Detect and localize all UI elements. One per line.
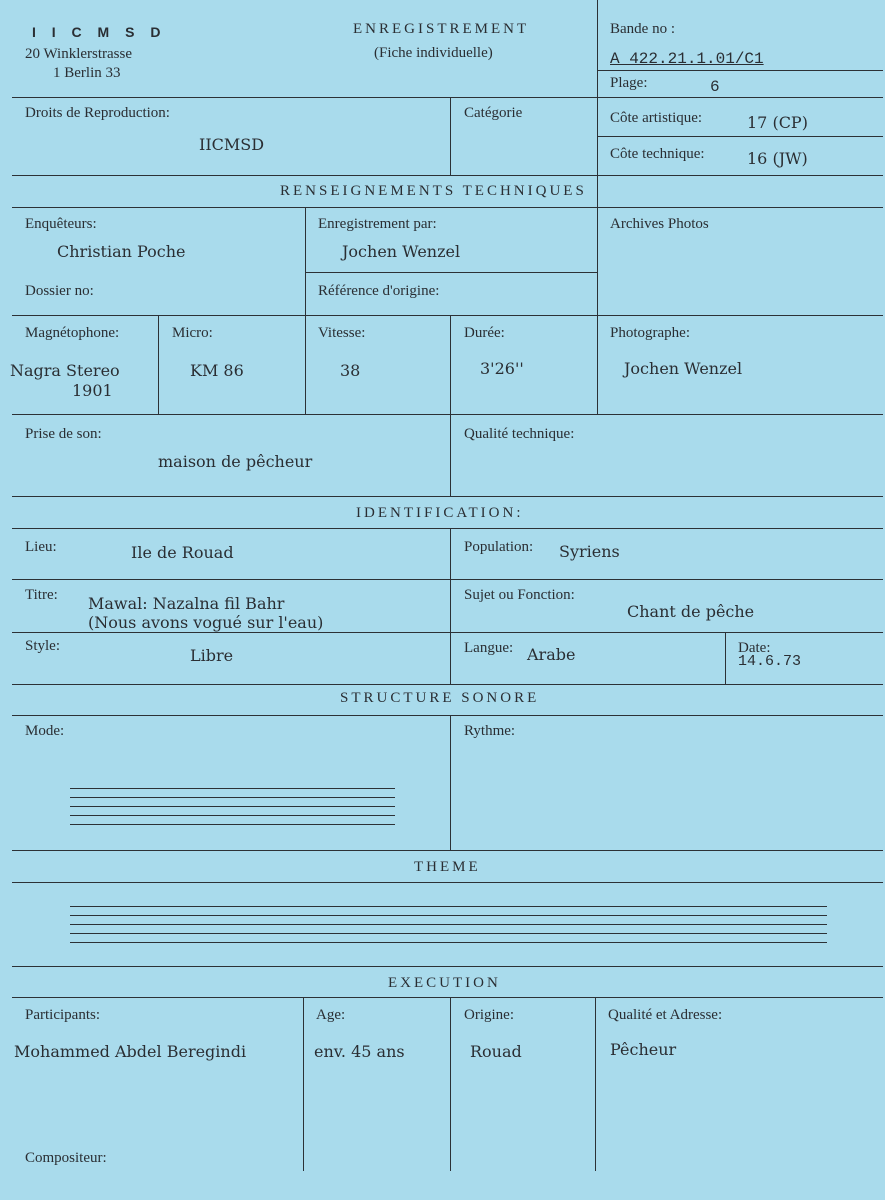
- staff-line: [70, 906, 827, 907]
- origine-label: Origine:: [464, 1007, 514, 1023]
- divider: [597, 207, 598, 414]
- rule: [597, 70, 883, 71]
- compositeur-label: Compositeur:: [25, 1150, 107, 1166]
- population-value: Syriens: [559, 542, 620, 561]
- divider: [450, 315, 451, 496]
- cote-technique-value: 16 (JW): [747, 149, 808, 168]
- staff-line: [70, 942, 827, 943]
- staff-line: [70, 824, 395, 825]
- section-structure: STRUCTURE SONORE: [340, 690, 540, 706]
- org-city: 1 Berlin 33: [53, 65, 121, 81]
- divider: [450, 528, 451, 684]
- rule: [12, 496, 883, 497]
- rule: [12, 715, 883, 716]
- rythme-label: Rythme:: [464, 723, 516, 739]
- age-label: Age:: [316, 1007, 346, 1023]
- date-label: Date:: [738, 640, 771, 656]
- form-title: ENREGISTREMENT: [353, 21, 530, 37]
- qualite-adresse-label: Qualité et Adresse:: [608, 1007, 723, 1023]
- divider: [597, 0, 598, 207]
- archives-label: Archives Photos: [610, 216, 709, 232]
- enregistrement-par-label: Enregistrement par:: [318, 216, 437, 232]
- divider: [305, 207, 306, 414]
- staff-line: [70, 797, 395, 798]
- enqueteurs-label: Enquêteurs:: [25, 216, 97, 232]
- vitesse-value: 38: [340, 361, 361, 380]
- staff-line: [70, 815, 395, 816]
- plage-value: 6: [710, 78, 720, 96]
- rule: [12, 315, 883, 316]
- rule: [12, 579, 883, 580]
- age-value: env. 45 ans: [314, 1042, 405, 1061]
- rule: [12, 882, 883, 883]
- section-theme: THEME: [414, 859, 481, 875]
- sujet-value: Chant de pêche: [627, 602, 755, 621]
- divider: [595, 997, 596, 1171]
- droits-label: Droits de Reproduction:: [25, 105, 170, 121]
- duree-label: Durée:: [464, 325, 505, 341]
- section-technique: RENSEIGNEMENTS TECHNIQUES: [280, 183, 587, 199]
- photographe-label: Photographe:: [610, 325, 690, 341]
- rule: [12, 997, 883, 998]
- langue-label: Langue:: [464, 640, 514, 656]
- participants-label: Participants:: [25, 1007, 100, 1023]
- staff-line: [70, 806, 395, 807]
- date-value: 14.6.73: [738, 653, 802, 670]
- droits-value: IICMSD: [199, 135, 265, 154]
- prise-de-son-value: maison de pêcheur: [158, 452, 313, 471]
- photographe-value: Jochen Wenzel: [624, 359, 743, 378]
- enregistrement-par-value: Jochen Wenzel: [342, 242, 461, 261]
- dossier-label: Dossier no:: [25, 283, 94, 299]
- bande-label: Bande no :: [610, 21, 675, 37]
- rule: [12, 850, 883, 851]
- titre-label: Titre:: [25, 587, 58, 603]
- rule: [12, 528, 883, 529]
- magnetophone-label: Magnétophone:: [25, 325, 120, 341]
- duree-value: 3'26'': [480, 359, 524, 378]
- rule: [12, 632, 883, 633]
- micro-label: Micro:: [172, 325, 213, 341]
- participants-value: Mohammed Abdel Beregindi: [14, 1042, 247, 1061]
- enqueteurs-value: Christian Poche: [57, 242, 186, 261]
- rule: [12, 684, 883, 685]
- style-label: Style:: [25, 638, 61, 654]
- org-street: 20 Winklerstrasse: [25, 46, 133, 62]
- cote-technique-label: Côte technique:: [610, 146, 705, 162]
- rule: [12, 207, 883, 208]
- rule: [12, 414, 883, 415]
- staff-line: [70, 933, 827, 934]
- staff-line: [70, 924, 827, 925]
- population-label: Population:: [464, 539, 534, 555]
- divider: [450, 997, 451, 1171]
- langue-value: Arabe: [527, 645, 576, 664]
- form-subtitle: (Fiche individuelle): [374, 45, 493, 61]
- rule: [305, 272, 597, 273]
- prise-de-son-label: Prise de son:: [25, 426, 102, 442]
- lieu-label: Lieu:: [25, 539, 57, 555]
- rule: [12, 175, 883, 176]
- titre-value: Mawal: Nazalna fil Bahr: [88, 594, 285, 613]
- vitesse-label: Vitesse:: [318, 325, 366, 341]
- plage-label: Plage:: [610, 75, 648, 91]
- section-identification: IDENTIFICATION:: [356, 505, 524, 521]
- categorie-label: Catégorie: [464, 105, 523, 121]
- divider: [725, 632, 726, 684]
- style-value: Libre: [190, 646, 234, 665]
- titre-value-2: (Nous avons vogué sur l'eau): [88, 613, 324, 632]
- rule: [12, 97, 883, 98]
- sujet-label: Sujet ou Fonction:: [464, 587, 575, 603]
- cote-artistique-value: 17 (CP): [747, 113, 808, 132]
- staff-line: [70, 788, 395, 789]
- cote-artistique-label: Côte artistique:: [610, 110, 703, 126]
- qualite-technique-label: Qualité technique:: [464, 426, 575, 442]
- magnetophone-value: Nagra Stereo: [10, 361, 120, 380]
- bande-value: A 422.21.1.01/C1: [610, 50, 764, 68]
- mode-label: Mode:: [25, 723, 65, 739]
- origine-value: Rouad: [470, 1042, 522, 1061]
- section-execution: EXECUTION: [388, 975, 501, 991]
- rule: [597, 136, 883, 137]
- divider: [303, 997, 304, 1171]
- staff-line: [70, 915, 827, 916]
- divider: [450, 715, 451, 850]
- lieu-value: Ile de Rouad: [131, 543, 234, 562]
- divider: [158, 315, 159, 414]
- qualite-adresse-value: Pêcheur: [610, 1040, 677, 1059]
- rule: [12, 966, 883, 967]
- micro-value: KM 86: [190, 361, 244, 380]
- reference-label: Référence d'origine:: [318, 283, 440, 299]
- divider: [450, 97, 451, 175]
- magnetophone-value-2: 1901: [72, 381, 113, 400]
- org-name: I I C M S D: [32, 24, 167, 40]
